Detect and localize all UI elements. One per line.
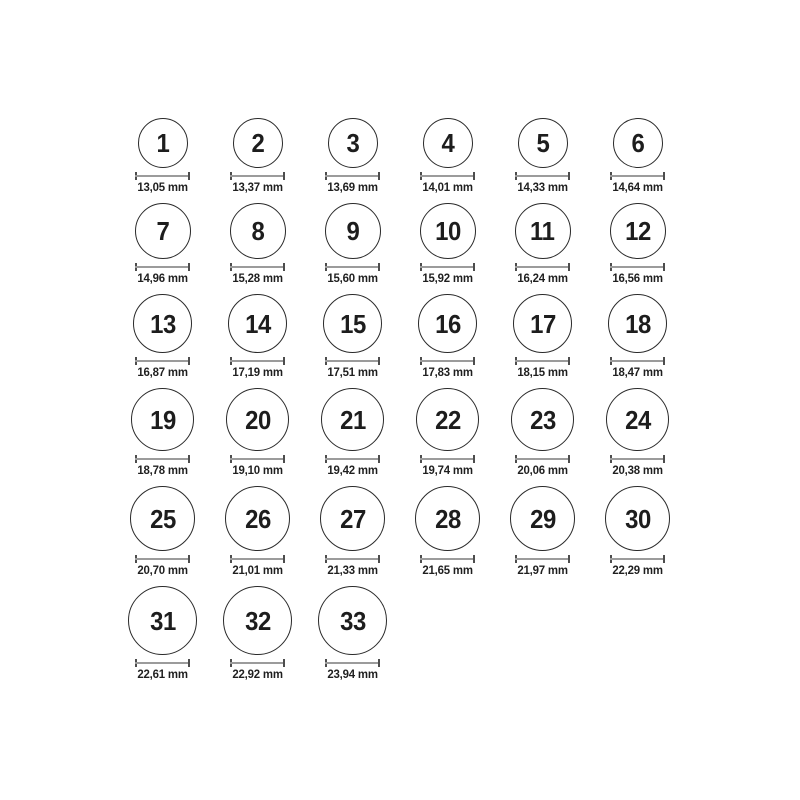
diameter-label: 15,28 mm bbox=[232, 271, 283, 285]
diameter-label: 16,87 mm bbox=[137, 365, 188, 379]
ring-size-chart bbox=[115, 0, 685, 681]
ring-size-number: 27 bbox=[339, 503, 366, 534]
diameter-label: 18,47 mm bbox=[612, 365, 663, 379]
diameter-label: 14,01 mm bbox=[422, 180, 473, 194]
ring-size-cell bbox=[223, 586, 292, 681]
measure-tick-right bbox=[378, 172, 380, 180]
measure-horizontal-line bbox=[610, 558, 665, 560]
ring-size-cell bbox=[515, 118, 570, 194]
measure-tick-right bbox=[378, 555, 380, 563]
diameter-label: 13,37 mm bbox=[232, 180, 283, 194]
ring-size-number: 1 bbox=[156, 128, 169, 158]
measure-tick-right bbox=[663, 172, 665, 180]
ring-size-cell bbox=[420, 118, 475, 194]
ring-circle bbox=[510, 486, 575, 551]
measure-tick-right bbox=[473, 555, 475, 563]
measure-tick-right bbox=[188, 659, 190, 667]
diameter-measure-line bbox=[135, 455, 190, 463]
measure-tick-right bbox=[378, 263, 380, 271]
chart-row bbox=[115, 388, 685, 477]
diameter-label: 16,24 mm bbox=[517, 271, 568, 285]
ring-circle bbox=[131, 388, 194, 451]
measure-tick-right bbox=[188, 357, 190, 365]
measure-horizontal-line bbox=[420, 458, 475, 460]
diameter-measure-line bbox=[135, 263, 190, 271]
measure-horizontal-line bbox=[515, 360, 570, 362]
measure-horizontal-line bbox=[325, 266, 380, 268]
ring-size-number: 9 bbox=[346, 216, 359, 246]
ring-size-number: 12 bbox=[624, 216, 651, 246]
diameter-measure-line bbox=[325, 659, 380, 667]
measure-tick-right bbox=[188, 172, 190, 180]
ring-size-cell bbox=[318, 586, 387, 681]
diameter-label: 21,33 mm bbox=[327, 563, 378, 577]
ring-size-number: 28 bbox=[434, 503, 461, 534]
ring-circle bbox=[325, 203, 381, 259]
ring-size-cell bbox=[325, 203, 381, 285]
ring-size-number: 22 bbox=[434, 404, 461, 435]
ring-circle bbox=[135, 203, 191, 259]
ring-size-number: 23 bbox=[529, 404, 556, 435]
diameter-measure-line bbox=[325, 555, 380, 563]
diameter-label: 20,06 mm bbox=[517, 463, 568, 477]
ring-circle bbox=[605, 486, 670, 551]
diameter-label: 18,15 mm bbox=[517, 365, 568, 379]
chart-row bbox=[115, 294, 685, 379]
ring-size-number: 25 bbox=[149, 503, 176, 534]
diameter-measure-line bbox=[230, 357, 285, 365]
ring-size-cell bbox=[610, 118, 665, 194]
ring-size-number: 29 bbox=[529, 503, 556, 534]
ring-size-cell bbox=[135, 203, 191, 285]
ring-size-cell bbox=[230, 118, 285, 194]
diameter-label: 19,10 mm bbox=[232, 463, 283, 477]
ring-size-number: 33 bbox=[339, 605, 366, 636]
measure-tick-right bbox=[473, 263, 475, 271]
ring-size-cell bbox=[610, 203, 666, 285]
ring-size-cell bbox=[415, 486, 480, 577]
ring-size-number: 5 bbox=[536, 128, 549, 158]
ring-circle bbox=[613, 118, 663, 168]
ring-size-cell bbox=[228, 294, 287, 379]
ring-circle bbox=[416, 388, 479, 451]
ring-circle bbox=[233, 118, 283, 168]
diameter-label: 21,65 mm bbox=[422, 563, 473, 577]
measure-tick-right bbox=[663, 455, 665, 463]
diameter-label: 22,61 mm bbox=[137, 667, 188, 681]
measure-horizontal-line bbox=[420, 175, 475, 177]
ring-size-number: 15 bbox=[339, 308, 366, 339]
measure-tick-right bbox=[568, 172, 570, 180]
ring-size-cell bbox=[420, 203, 476, 285]
measure-horizontal-line bbox=[230, 662, 285, 664]
ring-circle bbox=[228, 294, 287, 353]
ring-size-cell bbox=[225, 486, 290, 577]
diameter-label: 15,60 mm bbox=[327, 271, 378, 285]
diameter-label: 20,70 mm bbox=[137, 563, 188, 577]
ring-size-cell bbox=[513, 294, 572, 379]
diameter-label: 15,92 mm bbox=[422, 271, 473, 285]
ring-circle bbox=[130, 486, 195, 551]
diameter-measure-line bbox=[135, 555, 190, 563]
measure-horizontal-line bbox=[420, 558, 475, 560]
ring-size-cell bbox=[130, 486, 195, 577]
diameter-measure-line bbox=[610, 455, 665, 463]
diameter-label: 14,64 mm bbox=[612, 180, 663, 194]
measure-horizontal-line bbox=[610, 360, 665, 362]
measure-horizontal-line bbox=[420, 360, 475, 362]
ring-size-number: 19 bbox=[149, 404, 176, 435]
ring-size-number: 3 bbox=[346, 128, 359, 158]
ring-size-cell bbox=[133, 294, 192, 379]
measure-tick-right bbox=[188, 263, 190, 271]
diameter-measure-line bbox=[230, 172, 285, 180]
ring-circle bbox=[328, 118, 378, 168]
ring-circle bbox=[323, 294, 382, 353]
diameter-measure-line bbox=[610, 172, 665, 180]
measure-horizontal-line bbox=[420, 266, 475, 268]
measure-horizontal-line bbox=[610, 175, 665, 177]
measure-horizontal-line bbox=[135, 458, 190, 460]
ring-size-number: 18 bbox=[624, 308, 651, 339]
ring-circle bbox=[128, 586, 197, 655]
diameter-label: 23,94 mm bbox=[327, 667, 378, 681]
ring-circle bbox=[138, 118, 188, 168]
ring-circle bbox=[225, 486, 290, 551]
ring-size-number: 8 bbox=[251, 216, 264, 246]
measure-tick-right bbox=[473, 455, 475, 463]
diameter-measure-line bbox=[420, 357, 475, 365]
ring-size-number: 17 bbox=[529, 308, 556, 339]
ring-size-number: 10 bbox=[434, 216, 461, 246]
ring-size-number: 11 bbox=[530, 216, 555, 246]
chart-row bbox=[115, 586, 685, 681]
diameter-label: 14,96 mm bbox=[137, 271, 188, 285]
diameter-measure-line bbox=[610, 263, 665, 271]
diameter-measure-line bbox=[230, 659, 285, 667]
measure-tick-right bbox=[188, 555, 190, 563]
diameter-measure-line bbox=[420, 172, 475, 180]
measure-horizontal-line bbox=[325, 360, 380, 362]
ring-size-cell bbox=[321, 388, 384, 477]
diameter-label: 22,92 mm bbox=[232, 667, 283, 681]
diameter-label: 19,42 mm bbox=[327, 463, 378, 477]
ring-circle bbox=[423, 118, 473, 168]
measure-tick-right bbox=[473, 172, 475, 180]
ring-size-cell bbox=[608, 294, 667, 379]
ring-size-number: 13 bbox=[149, 308, 176, 339]
ring-size-number: 30 bbox=[624, 503, 651, 534]
ring-size-cell bbox=[325, 118, 380, 194]
diameter-measure-line bbox=[230, 555, 285, 563]
measure-horizontal-line bbox=[135, 266, 190, 268]
measure-tick-right bbox=[283, 263, 285, 271]
measure-tick-right bbox=[663, 357, 665, 365]
measure-horizontal-line bbox=[230, 458, 285, 460]
ring-size-cell bbox=[418, 294, 477, 379]
ring-circle bbox=[223, 586, 292, 655]
ring-circle bbox=[321, 388, 384, 451]
measure-horizontal-line bbox=[515, 558, 570, 560]
diameter-measure-line bbox=[420, 263, 475, 271]
chart-row bbox=[115, 118, 685, 194]
ring-circle bbox=[518, 118, 568, 168]
measure-tick-right bbox=[378, 357, 380, 365]
diameter-measure-line bbox=[325, 357, 380, 365]
diameter-label: 20,38 mm bbox=[612, 463, 663, 477]
diameter-measure-line bbox=[420, 555, 475, 563]
ring-size-cell bbox=[230, 203, 286, 285]
measure-horizontal-line bbox=[610, 458, 665, 460]
measure-tick-right bbox=[283, 357, 285, 365]
diameter-measure-line bbox=[515, 357, 570, 365]
measure-tick-right bbox=[283, 555, 285, 563]
measure-tick-right bbox=[568, 555, 570, 563]
ring-size-number: 4 bbox=[441, 128, 454, 158]
ring-circle bbox=[133, 294, 192, 353]
diameter-measure-line bbox=[325, 455, 380, 463]
diameter-label: 17,19 mm bbox=[232, 365, 283, 379]
ring-size-number: 31 bbox=[149, 605, 176, 636]
measure-horizontal-line bbox=[325, 458, 380, 460]
ring-circle bbox=[318, 586, 387, 655]
measure-horizontal-line bbox=[325, 175, 380, 177]
measure-horizontal-line bbox=[325, 662, 380, 664]
ring-size-cell bbox=[320, 486, 385, 577]
diameter-label: 17,51 mm bbox=[327, 365, 378, 379]
measure-tick-right bbox=[663, 263, 665, 271]
ring-size-cell bbox=[416, 388, 479, 477]
ring-circle bbox=[230, 203, 286, 259]
diameter-measure-line bbox=[135, 357, 190, 365]
diameter-label: 16,56 mm bbox=[612, 271, 663, 285]
ring-size-number: 32 bbox=[244, 605, 271, 636]
measure-tick-right bbox=[663, 555, 665, 563]
measure-horizontal-line bbox=[515, 458, 570, 460]
measure-tick-right bbox=[378, 659, 380, 667]
diameter-label: 18,78 mm bbox=[137, 463, 188, 477]
diameter-measure-line bbox=[325, 172, 380, 180]
ring-circle bbox=[515, 203, 571, 259]
diameter-measure-line bbox=[230, 455, 285, 463]
ring-size-cell bbox=[323, 294, 382, 379]
ring-size-cell bbox=[606, 388, 669, 477]
measure-tick-right bbox=[568, 263, 570, 271]
measure-horizontal-line bbox=[610, 266, 665, 268]
ring-size-number: 6 bbox=[631, 128, 644, 158]
ring-size-cell bbox=[135, 118, 190, 194]
diameter-label: 14,33 mm bbox=[517, 180, 568, 194]
ring-circle bbox=[608, 294, 667, 353]
ring-circle bbox=[606, 388, 669, 451]
ring-circle bbox=[415, 486, 480, 551]
ring-circle bbox=[420, 203, 476, 259]
ring-size-cell bbox=[511, 388, 574, 477]
measure-horizontal-line bbox=[135, 360, 190, 362]
ring-size-number: 21 bbox=[339, 404, 366, 435]
diameter-label: 19,74 mm bbox=[422, 463, 473, 477]
ring-size-number: 16 bbox=[434, 308, 461, 339]
ring-circle bbox=[513, 294, 572, 353]
ring-size-cell bbox=[510, 486, 575, 577]
ring-size-number: 20 bbox=[244, 404, 271, 435]
measure-tick-right bbox=[283, 172, 285, 180]
ring-size-cell bbox=[605, 486, 670, 577]
diameter-measure-line bbox=[515, 263, 570, 271]
diameter-measure-line bbox=[610, 555, 665, 563]
measure-tick-right bbox=[378, 455, 380, 463]
measure-horizontal-line bbox=[230, 266, 285, 268]
ring-circle bbox=[511, 388, 574, 451]
measure-horizontal-line bbox=[230, 360, 285, 362]
ring-size-cell bbox=[128, 586, 197, 681]
ring-size-cell bbox=[226, 388, 289, 477]
measure-tick-right bbox=[568, 455, 570, 463]
ring-size-cell bbox=[515, 203, 571, 285]
chart-row bbox=[115, 203, 685, 285]
measure-horizontal-line bbox=[135, 662, 190, 664]
diameter-measure-line bbox=[135, 172, 190, 180]
ring-circle bbox=[226, 388, 289, 451]
diameter-measure-line bbox=[515, 455, 570, 463]
measure-horizontal-line bbox=[325, 558, 380, 560]
diameter-label: 17,83 mm bbox=[422, 365, 473, 379]
ring-size-number: 14 bbox=[244, 308, 271, 339]
ring-circle bbox=[320, 486, 385, 551]
measure-horizontal-line bbox=[515, 266, 570, 268]
measure-horizontal-line bbox=[230, 175, 285, 177]
ring-size-number: 26 bbox=[244, 503, 271, 534]
diameter-label: 13,05 mm bbox=[137, 180, 188, 194]
measure-horizontal-line bbox=[135, 558, 190, 560]
ring-circle bbox=[610, 203, 666, 259]
diameter-measure-line bbox=[515, 555, 570, 563]
diameter-label: 13,69 mm bbox=[327, 180, 378, 194]
chart-row bbox=[115, 486, 685, 577]
measure-horizontal-line bbox=[135, 175, 190, 177]
measure-tick-right bbox=[473, 357, 475, 365]
ring-size-number: 24 bbox=[624, 404, 651, 435]
measure-tick-right bbox=[568, 357, 570, 365]
ring-size-number: 2 bbox=[251, 128, 264, 158]
ring-circle bbox=[418, 294, 477, 353]
diameter-measure-line bbox=[610, 357, 665, 365]
ring-size-number: 7 bbox=[156, 216, 169, 246]
diameter-measure-line bbox=[230, 263, 285, 271]
diameter-measure-line bbox=[135, 659, 190, 667]
measure-tick-right bbox=[188, 455, 190, 463]
measure-horizontal-line bbox=[515, 175, 570, 177]
diameter-label: 22,29 mm bbox=[612, 563, 663, 577]
diameter-label: 21,01 mm bbox=[232, 563, 283, 577]
measure-horizontal-line bbox=[230, 558, 285, 560]
measure-tick-right bbox=[283, 659, 285, 667]
diameter-measure-line bbox=[325, 263, 380, 271]
measure-tick-right bbox=[283, 455, 285, 463]
diameter-measure-line bbox=[515, 172, 570, 180]
ring-size-cell bbox=[131, 388, 194, 477]
diameter-measure-line bbox=[420, 455, 475, 463]
diameter-label: 21,97 mm bbox=[517, 563, 568, 577]
